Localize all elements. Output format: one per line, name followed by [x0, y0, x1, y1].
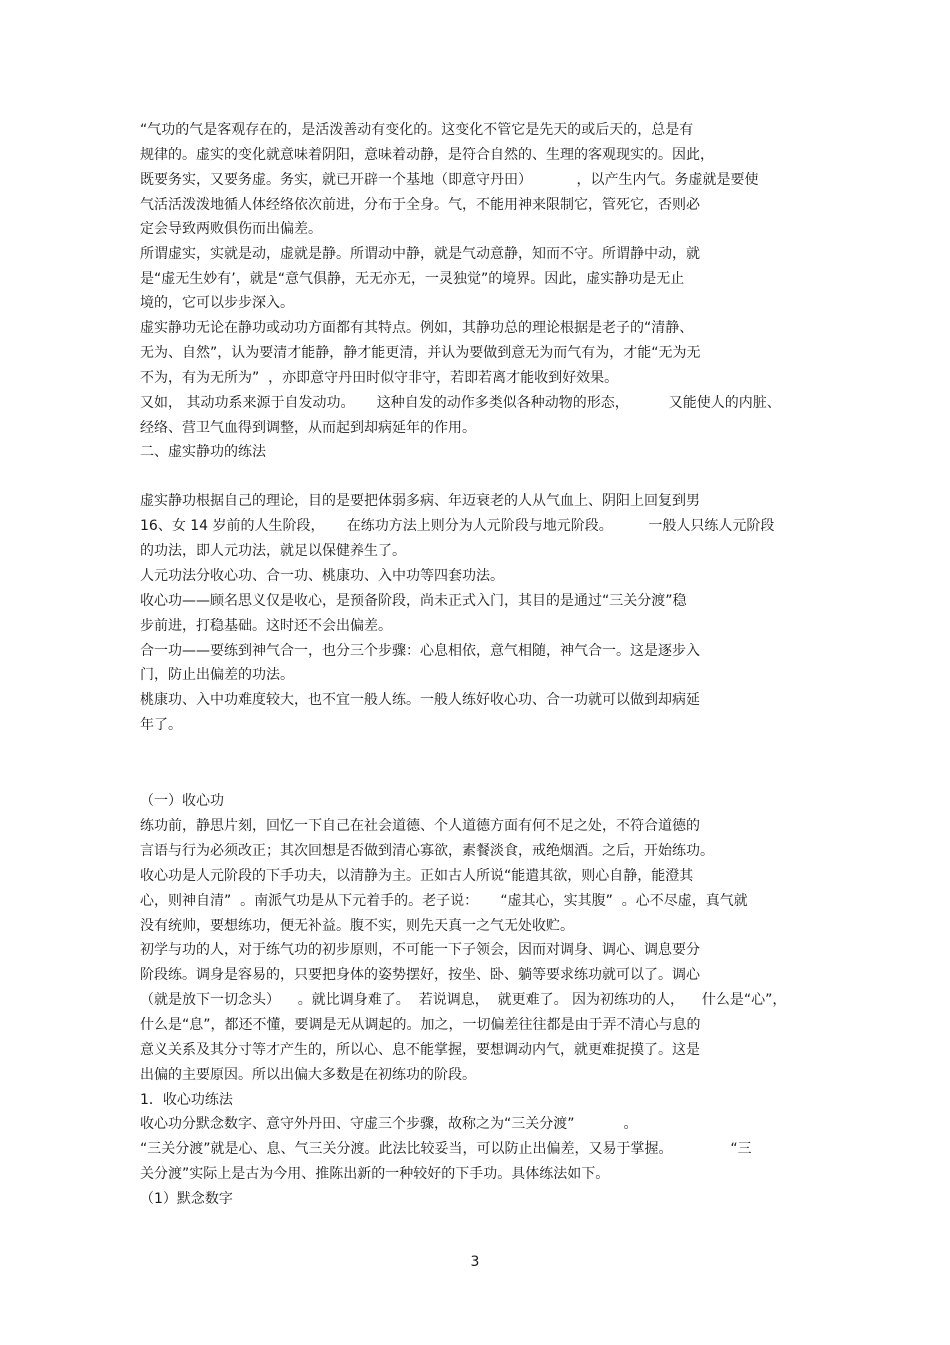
section-heading: 二、虚实静功的练法	[140, 444, 266, 460]
text-line: 既要务实，又要务虚。务实，就已开辟一个基地（即意守丹田） ，以产生内气。务虚就是要使	[140, 172, 759, 188]
text-line: 练功前，静思片刻，回忆一下自己在社会道德、个人道德方面有何不足之处，不符合道德的	[140, 818, 700, 834]
text-line: 关分渡”实际上是古为今用、推陈出新的一种较好的下手功。具体练法如下。	[140, 1166, 610, 1182]
text-line: 没有统帅，要想练功，便无补益。腹不实，则先天真一之气无处收贮。	[140, 918, 574, 934]
text-line: 不为，有为无所为” ，亦即意守丹田时似守非守，若即若离才能收到好效果。	[140, 370, 619, 386]
text-line: （就是放下一切念头） 。就比调身难了。 若说调息， 就更难了。 因为初练功的人， 什么是“心”，	[140, 992, 787, 1008]
text-line: 心，则神自清” 。南派气功是从下元着手的。老子说： “虚其心，实其腹” 。心不尽虚，真气就	[140, 893, 748, 909]
text-line: 出偏的主要原因。所以出偏大多数是在初练功的阶段。	[140, 1067, 476, 1083]
text-line: 虚实静功无论在静功或动功方面都有其特点。例如，其静功总的理论根据是老子的“清静、	[140, 320, 694, 336]
text-line: 所谓虚实，实就是动，虚就是静。所谓动中静，就是气动意静，知而不守。所谓静中动，就	[140, 246, 700, 262]
text-line: 收心功分默念数字、意守外丹田、守虚三个步骤，故称之为“三关分渡” 。	[140, 1116, 638, 1132]
text-line: “气功的气是客观存在的，是活泼善动有变化的。这变化不管它是先天的或后天的，总是有	[140, 122, 694, 138]
text-line: 境的，它可以步步深入。	[140, 295, 294, 311]
text-line: 的功法，即人元功法，就足以保健养生了。	[140, 543, 406, 559]
text-line: 定会导致两败俱伤而出偏差。	[140, 221, 322, 237]
text-line: 什么是“息”，都还不懂，要调是无从调起的。加之，一切偏差往往都是由于弄不清心与息的	[140, 1017, 701, 1033]
text-line: 步前进，打稳基础。这时还不会出偏差。	[140, 618, 392, 634]
text-line: 虚实静功根据自己的理论，目的是要把体弱多病、年迈衰老的人从气血上、阴阳上回复到男	[140, 493, 700, 509]
text-line: 桃康功、入中功难度较大，也不宜一般人练。一般人练好收心功、合一功就可以做到却病延	[140, 692, 700, 708]
text-line: 又如， 其动功系来源于自发动功。 这种自发的动作多类似各种动物的形态， 又能使人的内脏、	[140, 395, 781, 411]
text-line: 气活活泼泼地循人体经络依次前进，分布于全身。气，不能用神来限制它，管死它，否则必	[140, 197, 700, 213]
text-line: 是“虚无生妙有’，就是“意气俱静，无无亦无，一灵独觉”的境界。因此，虚实静功是无止	[140, 271, 685, 287]
subsection-heading: （一）收心功	[140, 793, 224, 809]
text-line: 年了。	[140, 717, 182, 733]
text-line: 阶段练。调身是容易的，只要把身体的姿势摆好，按坐、卧、躺等要求练功就可以了。调心	[140, 967, 700, 983]
text-line: 无为、自然”，认为要清才能静，静才能更清，并认为要做到意无为而气有为，才能“无为无	[140, 345, 701, 361]
text-line: “三关分渡”就是心、息、气三关分渡。此法比较妥当，可以防止出偏差，又易于掌握。 “三	[140, 1141, 752, 1157]
text-line: 人元功法分收心功、合一功、桃康功、入中功等四套功法。	[140, 568, 504, 584]
subsection-heading: （1）默念数字	[140, 1191, 233, 1207]
text-line: 16、女 14 岁前的人生阶段， 在练功方法上则分为人元阶段与地元阶段。 一般人只练人元阶段	[140, 518, 775, 534]
text-line: 合一功——要练到神气合一，也分三个步骤：心息相依，意气相随，神气合一。这是逐步入	[140, 643, 700, 659]
page-number: 3	[470, 1254, 480, 1270]
text-line: 言语与行为必须改正；其次回想是否做到清心寡欲，素餐淡食，戒绝烟酒。之后，开始练功。	[140, 843, 714, 859]
text-line: 收心功是人元阶段的下手功夫，以清静为主。正如古人所说“能遣其欲，则心自静，能澄其	[140, 868, 694, 884]
text-line: 经络、营卫气血得到调整，从而起到却病延年的作用。	[140, 420, 476, 436]
subsection-heading: 1．收心功练法	[140, 1092, 233, 1108]
text-line: 规律的。虚实的变化就意味着阴阳，意味着动静，是符合自然的、生理的客观现实的。因此，	[140, 147, 714, 163]
text-line: 初学与功的人，对于练气功的初步原则，不可能一下子领会，因而对调身、调心、调息要分	[140, 942, 700, 958]
text-line: 门，防止出偏差的功法。	[140, 667, 294, 683]
text-line: 意义关系及其分寸等才产生的，所以心、息不能掌握，要想调动内气，就更难捉摸了。这是	[140, 1042, 700, 1058]
text-line: 收心功——顾名思义仅是收心，是预备阶段，尚未正式入门，其目的是通过“三关分渡”稳	[140, 593, 687, 609]
